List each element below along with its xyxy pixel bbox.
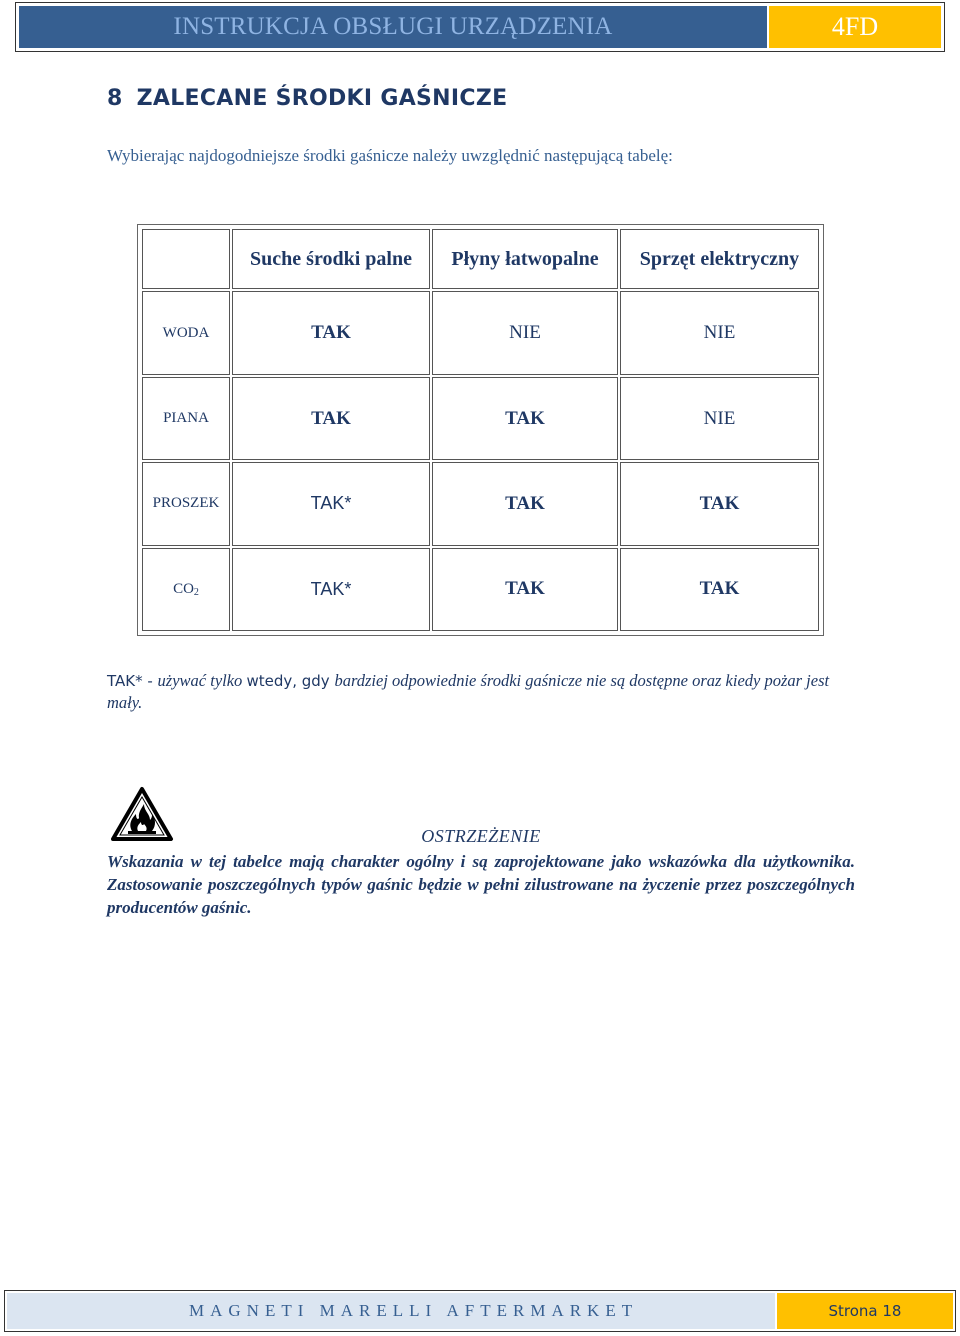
table-cell: NIE — [432, 291, 618, 374]
row-label: WODA — [142, 291, 230, 374]
warning-title: OSTRZEŻENIE — [421, 826, 541, 846]
table-cell: TAK — [232, 377, 430, 460]
table-row — [142, 377, 819, 460]
column-header: Suche środki palne — [232, 229, 430, 289]
table-row — [142, 462, 819, 545]
model-code: 4FD — [769, 6, 941, 48]
footnote-text-3: bardziej odpowiednie środki gaśnicze nie są dostępne oraz kiedy pożar jest mały. — [107, 671, 830, 712]
document-title: INSTRUKCJA OBSŁUGI URZĄDZENIA — [19, 6, 767, 48]
table-cell: TAK — [620, 548, 819, 631]
table-cell: TAK — [232, 291, 430, 374]
intro-text: Wybierając najdogodniejsze środki gaśnicze należy uwzględnić następującą tabelę: — [107, 146, 673, 165]
row-label — [142, 548, 230, 631]
table-cell: NIE — [620, 377, 819, 460]
co2-label: CO — [173, 580, 194, 597]
co2-subscript: 2 — [193, 586, 199, 598]
page-footer — [4, 1290, 956, 1332]
table-cell: TAK* — [232, 548, 430, 631]
table-footnote — [107, 670, 855, 714]
footnote-text-2: wtedy, gdy — [246, 672, 335, 690]
brand-name: MAGNETI MARELLI AFTERMARKET — [7, 1293, 775, 1329]
table-corner-cell — [142, 229, 230, 289]
row-label: PROSZEK — [142, 462, 230, 545]
table-cell: NIE — [620, 291, 819, 374]
page-number: Strona 18 — [777, 1293, 953, 1329]
row-label: PIANA — [142, 377, 230, 460]
table-cell: TAK — [432, 548, 618, 631]
table-header-row — [142, 229, 819, 289]
table-cell: TAK — [432, 462, 618, 545]
section-title: ZALECANE ŚRODKI GAŚNICZE — [136, 86, 508, 111]
column-header: Sprzęt elektryczny — [620, 229, 819, 289]
table-row — [142, 548, 819, 631]
column-header: Płyny łatwopalne — [432, 229, 618, 289]
table-cell: TAK* — [232, 462, 430, 545]
extinguisher-table — [137, 224, 824, 636]
footnote-marker: TAK* - — [107, 672, 158, 690]
section-number: 8 — [107, 86, 123, 111]
table-row — [142, 291, 819, 374]
page-header — [15, 2, 945, 52]
warning-body: Wskazania w tej tabelce mają charakter ogólny i są zaprojektowane jako wskazówka dla użytkownika. Zastosowanie poszczególnych typów gaśnic będzie w pełni zilustrowane na życzenie przez poszczególnych producentów gaśnic. — [107, 852, 855, 917]
footnote-text-1: używać tylko — [157, 671, 247, 690]
table-cell: TAK — [620, 462, 819, 545]
section-heading — [107, 86, 507, 111]
table-cell: TAK — [432, 377, 618, 460]
